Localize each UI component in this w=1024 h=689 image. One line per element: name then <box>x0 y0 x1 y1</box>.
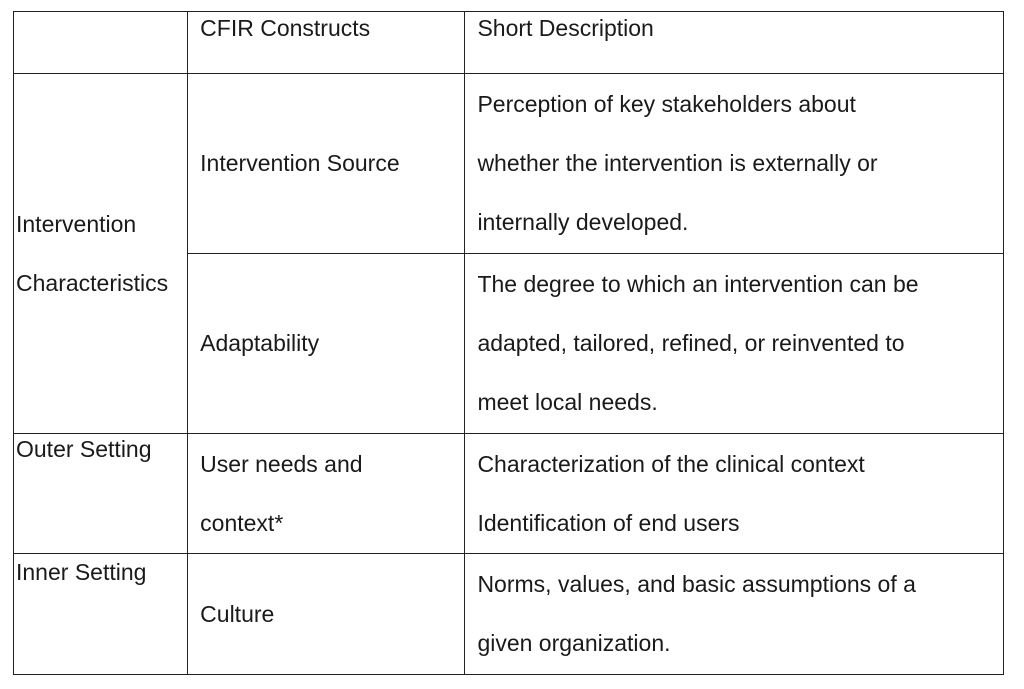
table-row <box>14 554 1004 675</box>
header-row <box>14 12 1004 74</box>
description-intervention-source <box>465 74 1004 254</box>
construct-intervention-source: Intervention Source <box>188 74 465 254</box>
description-line: The degree to which an intervention can be <box>477 271 919 297</box>
description-line: Perception of key stakeholders about <box>477 91 856 117</box>
description-line: whether the intervention is externally or <box>477 150 878 176</box>
domain-inner-setting: Inner Setting <box>14 554 188 675</box>
description-line: internally developed. <box>477 209 689 235</box>
cfir-constructs-table <box>13 11 1004 675</box>
description-line: Norms, values, and basic assumptions of a <box>477 571 916 597</box>
header-domain-cell <box>14 12 188 74</box>
description-line: Identification of end users <box>477 509 740 536</box>
construct-culture: Culture <box>188 554 465 675</box>
description-line: meet local needs. <box>477 389 658 415</box>
description-adaptability <box>465 254 1004 434</box>
construct-line: User needs and <box>200 450 363 477</box>
description-line: Characterization of the clinical context <box>477 450 865 477</box>
header-constructs: CFIR Constructs <box>188 12 465 74</box>
construct-line: context* <box>200 509 284 536</box>
table-row <box>14 74 1004 254</box>
description-user-needs-and-context <box>465 434 1004 554</box>
domain-intervention-characteristics <box>14 74 188 434</box>
description-line: adapted, tailored, refined, or reinvented to <box>477 330 905 356</box>
table-row <box>14 434 1004 554</box>
domain-line: Intervention <box>16 210 137 237</box>
construct-adaptability: Adaptability <box>188 254 465 434</box>
description-line: given organization. <box>477 630 671 656</box>
header-short-description: Short Description <box>465 12 1004 74</box>
domain-line: Characteristics <box>16 269 169 296</box>
construct-user-needs-and-context <box>188 434 465 554</box>
domain-outer-setting: Outer Setting <box>14 434 188 554</box>
description-culture <box>465 554 1004 675</box>
